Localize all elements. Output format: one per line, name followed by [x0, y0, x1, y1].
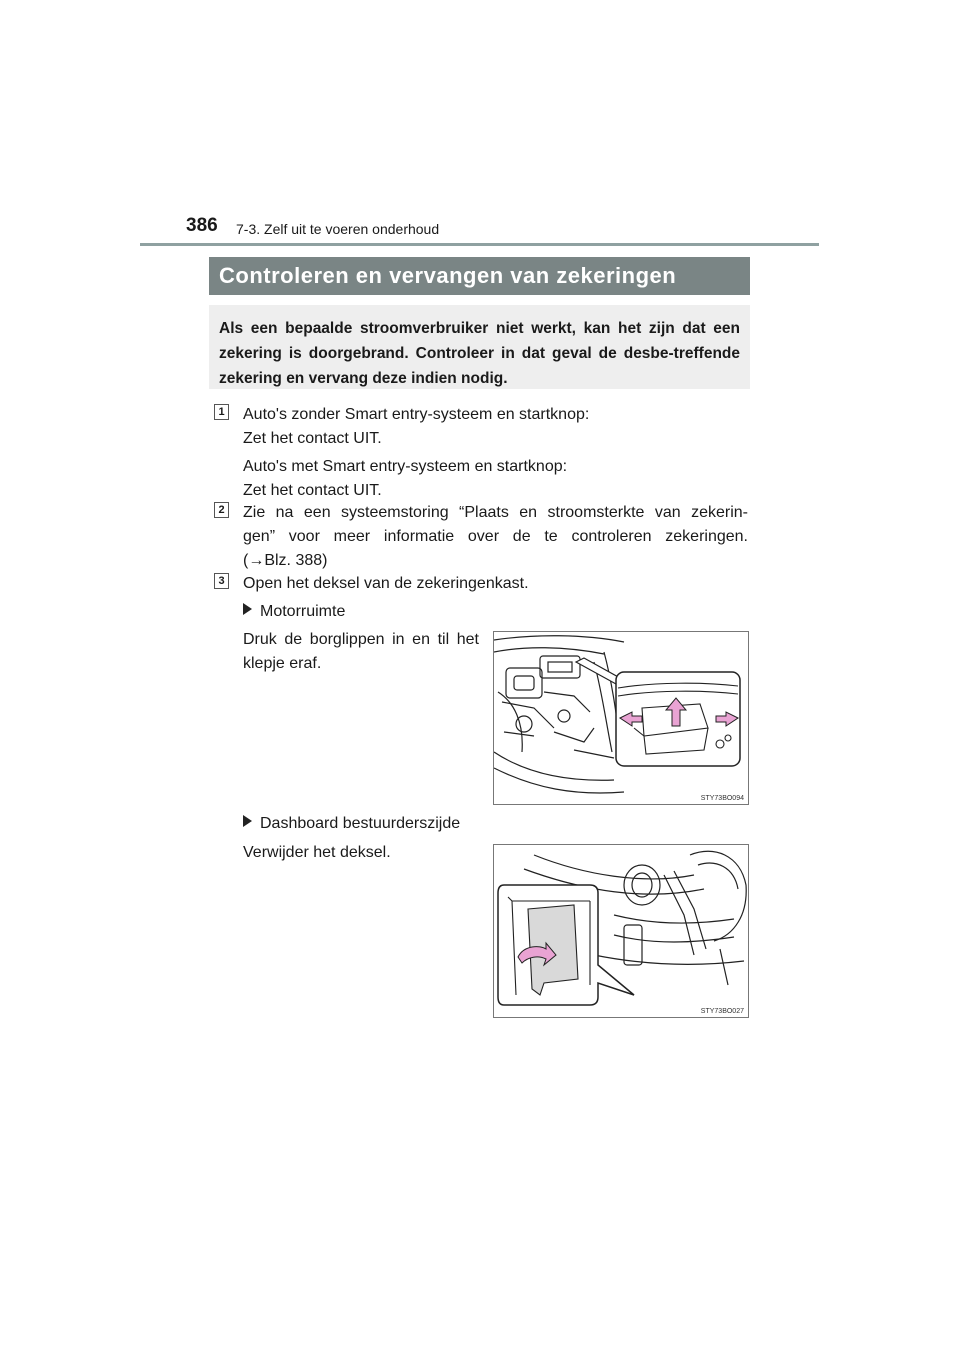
- step-marker-1: 1: [214, 404, 229, 420]
- figure-code-dashboard: STY73BO027: [700, 1008, 744, 1015]
- dashboard-illustration: [494, 845, 748, 1017]
- bullet-icon: [243, 815, 252, 827]
- engine-instruction-line-1: Druk de borglippen in en til het: [243, 631, 479, 648]
- section-reference: 7-3. Zelf uit te voeren onderhoud: [236, 221, 440, 237]
- figure-dashboard-fuse-box: [493, 844, 749, 1018]
- step-2-line-3: (→Blz. 388): [243, 552, 328, 569]
- step-marker-2: 2: [214, 502, 229, 518]
- dashboard-instruction: Verwijder het deksel.: [243, 844, 391, 861]
- bullet-icon: [243, 603, 252, 615]
- step-marker-3: 3: [214, 573, 229, 589]
- step-1-block-2-line-2: Zet het contact UIT.: [243, 482, 382, 499]
- step-1-block-1-line-1: Auto's zonder Smart entry-systeem en startknop:: [243, 406, 590, 423]
- step-1-block-1-line-2: Zet het contact UIT.: [243, 430, 382, 447]
- page-title: Controleren en vervangen van zekeringen: [209, 257, 750, 295]
- subsection-heading-dashboard: Dashboard bestuurderszijde: [243, 812, 460, 836]
- engine-instruction-line-2: klepje eraf.: [243, 655, 322, 672]
- figure-code-engine: STY73BO094: [700, 795, 744, 802]
- header-rule: [140, 243, 819, 246]
- figure-engine-fuse-box: [493, 631, 749, 805]
- engine-compartment-illustration: [494, 632, 748, 804]
- intro-box: Als een bepaalde stroomverbruiker niet werkt, kan het zijn dat een zekering is doorgebrand. Controleer in dat geval de desbe-treffende zekering en vervang deze indien nodig.: [209, 305, 750, 389]
- step-2-line-1: Zie na een systeemstoring “Plaats en stroomsterkte van zekerin-: [243, 504, 748, 521]
- step-2-line-2: gen” voor meer informatie over de te controleren zekeringen.: [243, 528, 748, 545]
- page-number: 386: [186, 215, 218, 236]
- step-1-block-2-line-1: Auto's met Smart entry-systeem en startknop:: [243, 458, 568, 475]
- subsection-heading-engine: Motorruimte: [243, 600, 345, 624]
- step-3-text: Open het deksel van de zekeringenkast.: [243, 575, 529, 592]
